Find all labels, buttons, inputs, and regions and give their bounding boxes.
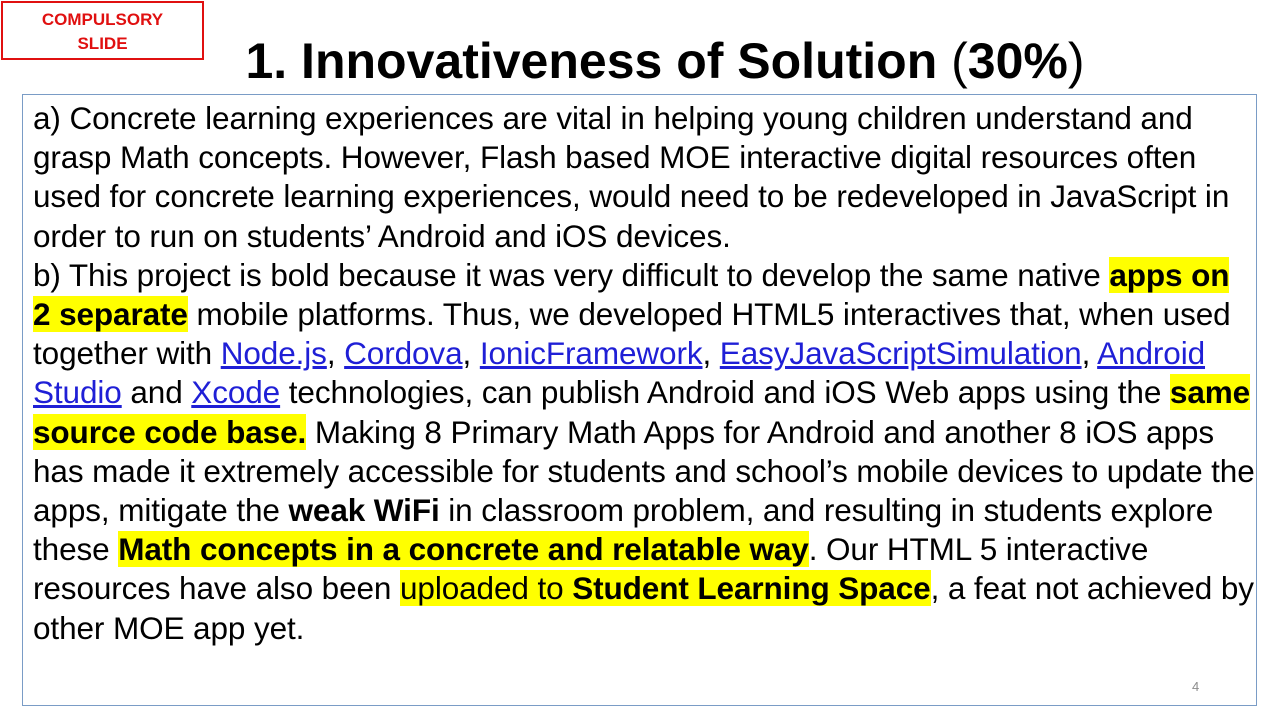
body-text-8: . Our HTML 5 interactive resources have also been: [33, 531, 1149, 607]
separator-3: ,: [702, 335, 720, 372]
separator-1: ,: [326, 335, 345, 372]
bold-weak-wifi: weak WiFi: [288, 492, 440, 529]
body-text-5: technologies, can publish Android and iOS Web apps using the: [280, 374, 1170, 411]
point-b-intro: b) This project is bold because it was very difficult to develop the same native: [33, 256, 1110, 293]
highlight-math-concepts: Math concepts in a concrete and relatable way: [118, 531, 809, 568]
content-text-box: [22, 94, 1257, 706]
page-number: 4: [1192, 679, 1200, 694]
body-paragraph: [33, 99, 1255, 648]
title-paren-close: ): [1067, 33, 1085, 89]
android-studio-link[interactable]: Android Studio: [33, 335, 1206, 411]
easyjavascriptsimulation-link[interactable]: EasyJavaScriptSimulation: [719, 335, 1082, 372]
body-text-4: and: [121, 374, 192, 411]
body-text-3: mobile platforms. Thus, we developed HTML5 interactives that, when used together with: [33, 296, 1231, 372]
separator-2: ,: [462, 335, 480, 372]
body-text-9: , a feat not achieved by other MOE app yet.: [33, 570, 1254, 646]
separator-4: ,: [1081, 335, 1098, 372]
highlight-apps-on-2-separate: apps on 2 separate: [33, 256, 1230, 333]
badge-line-1: COMPULSORY: [41, 10, 164, 29]
highlight-student-learning-space: Student Learning Space: [572, 570, 931, 607]
body-text-6: Making 8 Primary Math Apps for Android and another 8 iOS apps has made it extremely accessible for students and school’s mobile devices to update the apps, mitigate the: [33, 413, 1255, 529]
badge-line-2: SLIDE: [77, 34, 128, 53]
xcode-link[interactable]: Xcode: [191, 374, 281, 411]
cordova-link[interactable]: Cordova: [344, 335, 463, 372]
nodejs-link[interactable]: Node.js: [220, 335, 327, 372]
body-text-7: in classroom problem, and resulting in students explore these: [33, 492, 1214, 568]
ionicframework-link[interactable]: IonicFramework: [479, 335, 703, 372]
title-percentage: 30%: [967, 33, 1068, 89]
highlight-uploaded-to: uploaded to: [399, 570, 573, 607]
point-a-text: a) Concrete learning experiences are vital in helping young children understand and grasp Math concepts. However, Flash based MOE interactive digital resources often used for concrete learning experiences, would need to be redeveloped in JavaScript in order to run on students’ Android and iOS devices.: [33, 100, 1230, 254]
title-paren-open: (: [951, 33, 968, 89]
slide-title: [0, 29, 1280, 93]
title-main: 1. Innovativeness of Solution: [245, 33, 952, 89]
highlight-same-source-code-base: same source code base.: [33, 374, 1251, 450]
